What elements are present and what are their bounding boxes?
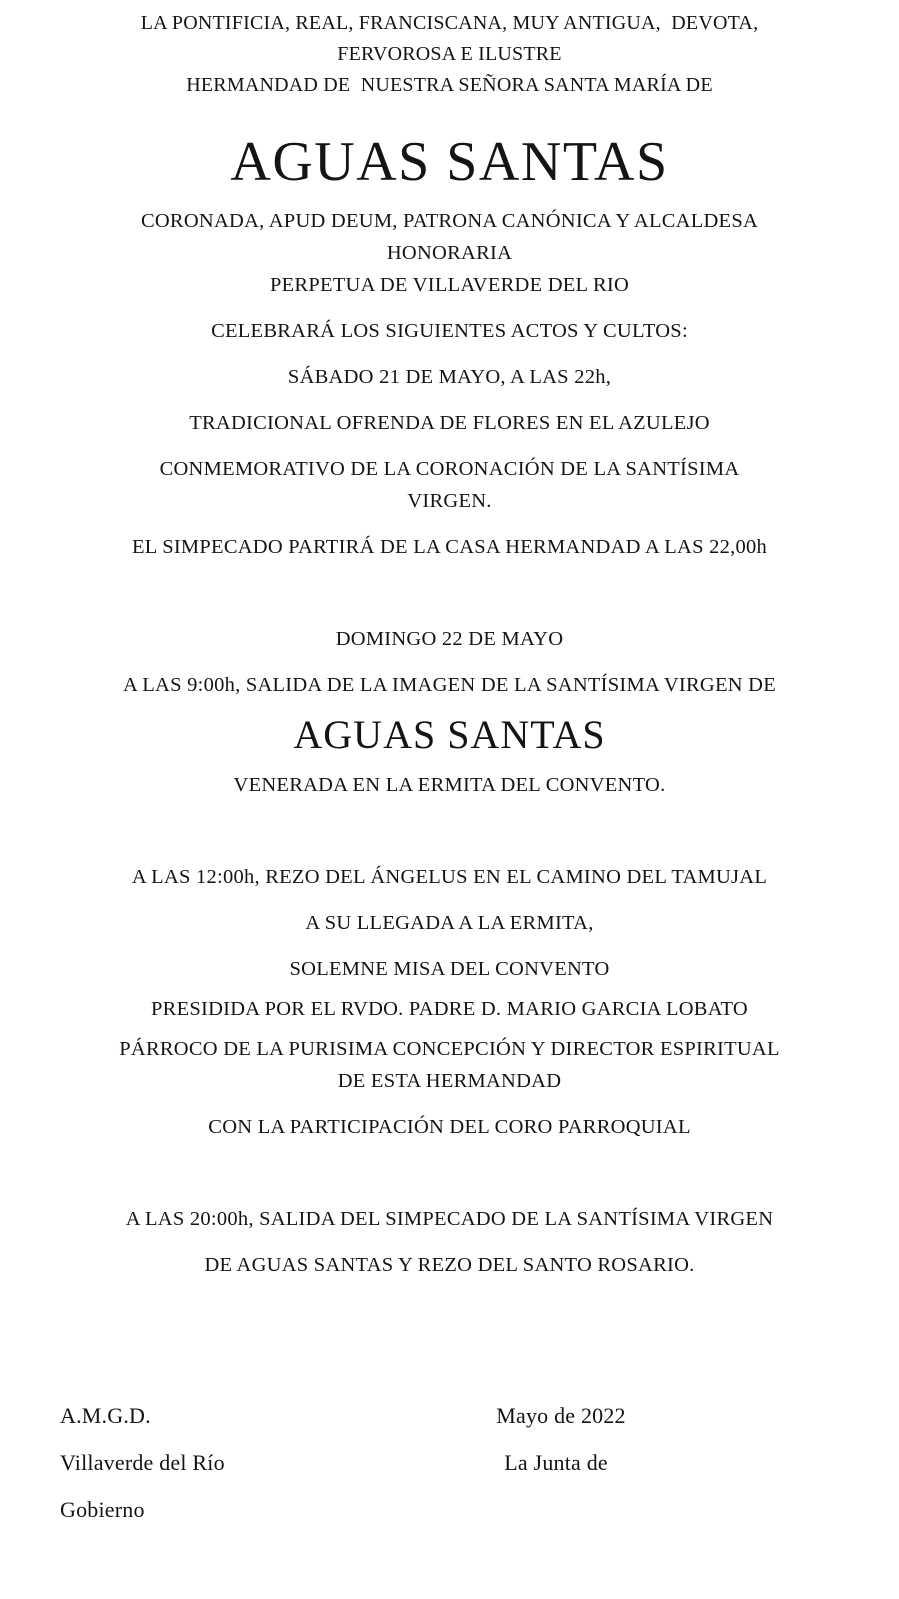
sunday-presided-line: PRESIDIDA POR EL RVDO. PADRE D. MARIO GARCIA LOBATO — [151, 998, 748, 1020]
spacer-sun-9 — [60, 1235, 839, 1249]
spacer-sun-6 — [60, 985, 839, 993]
footer-date: Mayo de 2022 — [496, 1403, 626, 1428]
spacer-sat-3 — [60, 517, 839, 531]
poster-content — [60, 0, 839, 1281]
header-line-2: FERVOROSA E ILUSTRE — [337, 43, 562, 65]
saturday-line-2: CONMEMORATIVO DE LA CORONACIÓN DE LA SANTÍSIMA — [159, 458, 740, 480]
footer-left-column — [60, 1392, 434, 1533]
spacer-before-sunday — [60, 563, 839, 623]
spacer-sun-7 — [60, 1025, 839, 1033]
saturday-line-4: EL SIMPECADO PARTIRÁ DE LA CASA HERMANDAD A LAS 22,00h — [132, 536, 767, 558]
spacer-after-title — [60, 197, 839, 205]
spacer-before-intro — [60, 301, 839, 315]
sunday-parish-line-2: DE ESTA HERMANDAD — [337, 1070, 562, 1092]
spacer-before-title — [60, 101, 839, 127]
saturday-line-1: TRADICIONAL OFRENDA DE FLORES EN EL AZULEJO — [189, 412, 710, 434]
sunday-title: AGUAS SANTAS — [293, 712, 606, 757]
subtitle-line-1: CORONADA, APUD DEUM, PATRONA CANÓNICA Y ALCALDESA — [140, 210, 759, 232]
spacer-sun-5 — [60, 939, 839, 953]
footer-place: Villaverde del Río — [60, 1450, 225, 1475]
sunday-evening-line-2: DE AGUAS SANTAS Y REZO DEL SANTO ROSARIO. — [204, 1254, 695, 1276]
footer — [60, 1392, 839, 1533]
spacer-before-saturday — [60, 347, 839, 361]
footer-place-continuation: Gobierno — [60, 1497, 145, 1522]
spacer-sun-4 — [60, 893, 839, 907]
header-line-1: LA PONTIFICIA, REAL, FRANCISCANA, MUY ANTIGUA, DEVOTA, — [140, 12, 759, 34]
subtitle-line-2: HONORARIA — [386, 242, 513, 264]
sunday-venue-line: VENERADA EN LA ERMITA DEL CONVENTO. — [233, 774, 666, 796]
spacer-before-evening — [60, 1143, 839, 1203]
header-line-3: HERMANDAD DE NUESTRA SEÑORA SANTA MARÍA DE — [186, 74, 713, 96]
sunday-morning-line: A LAS 9:00h, SALIDA DE LA IMAGEN DE LA SANTÍSIMA VIRGEN DE — [122, 674, 777, 696]
spacer-sun-3 — [60, 761, 839, 769]
spacer-sat-1 — [60, 393, 839, 407]
sunday-date-line: DOMINGO 22 DE MAYO — [335, 628, 564, 650]
saturday-line-3: VIRGEN. — [407, 490, 492, 512]
spacer-sun-8 — [60, 1097, 839, 1111]
intro-line: CELEBRARÁ LOS SIGUIENTES ACTOS Y CULTOS: — [211, 320, 688, 342]
spacer-before-noon — [60, 801, 839, 861]
subtitle-line-3: PERPETUA DE VILLAVERDE DEL RIO — [269, 274, 630, 296]
footer-signature: La Junta de — [504, 1450, 608, 1475]
sunday-arrival-line: A SU LLEGADA A LA ERMITA, — [305, 912, 594, 934]
spacer-top — [60, 0, 839, 8]
sunday-evening-line-1: A LAS 20:00h, SALIDA DEL SIMPECADO DE LA SANTÍSIMA VIRGEN — [125, 1208, 774, 1230]
sunday-choir-line: CON LA PARTICIPACIÓN DEL CORO PARROQUIAL — [208, 1116, 691, 1138]
page-title: AGUAS SANTAS — [230, 131, 669, 193]
sunday-parish-line-1: PÁRROCO DE LA PURISIMA CONCEPCIÓN Y DIRECTOR ESPIRITUAL — [119, 1038, 780, 1060]
footer-right-column — [450, 1392, 839, 1486]
spacer-sat-2 — [60, 439, 839, 453]
spacer-sun-1 — [60, 655, 839, 669]
footer-amgd: A.M.G.D. — [60, 1403, 151, 1428]
footer-row-1 — [60, 1392, 839, 1533]
sunday-mass-line: SOLEMNE MISA DEL CONVENTO — [289, 958, 610, 980]
spacer-sun-2 — [60, 701, 839, 709]
saturday-date-line: SÁBADO 21 DE MAYO, A LAS 22h, — [287, 366, 612, 388]
sunday-noon-line: A LAS 12:00h, REZO DEL ÁNGELUS EN EL CAMINO DEL TAMUJAL — [131, 866, 768, 888]
